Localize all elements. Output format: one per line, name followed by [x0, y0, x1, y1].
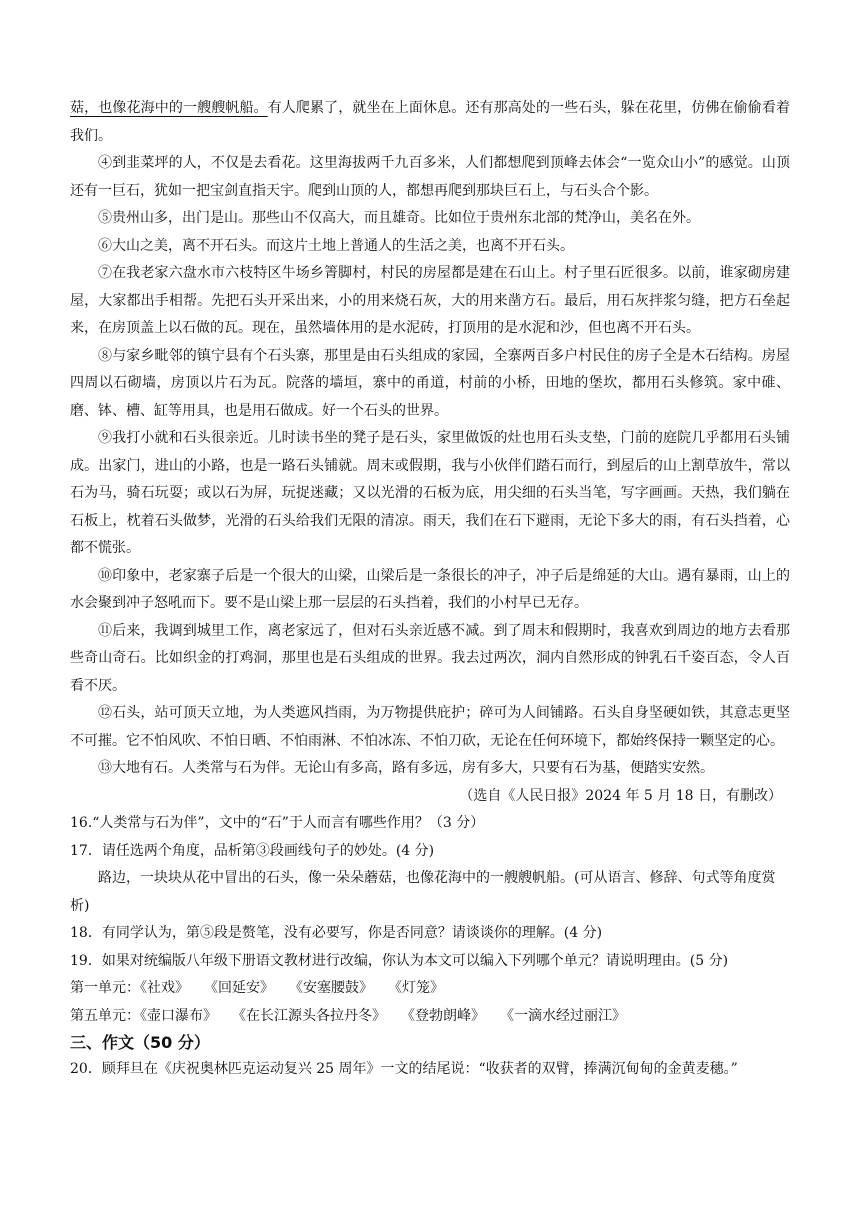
- question-19: 19．如果对统编版八年级下册语文教材进行改编，你认为本文可以编入下列哪个单元？请说明理由。(5 分): [70, 952, 729, 969]
- paragraph-7: ⑦在我老家六盘水市六枝特区牛场乡箐脚村，村民的房屋都是建在石山上。村子里石匠很多。以前，谁家砌房建屋，大家都出手相帮。先把石头开采出来，小的用来烧石灰，大的用来凿方石。最后，用石灰拌浆匀缝，把方石垒起来，在房顶盖上以石做的瓦。现在，虽然墙体用的是水泥砖，打顶用的是水泥和沙，但也离不开石头。: [70, 265, 790, 336]
- underlined-sentence: 菇，也像花海中的一艘艘帆船。: [70, 100, 268, 116]
- paragraph-13: ⑬大地有石。人类常与石为伴。无论山有多高，路有多远，房有多大，只要有石为基，便踏实安然。: [98, 760, 714, 776]
- paragraph-11: ⑪后来，我调到城里工作，离老家远了，但对石头亲近感不减。到了周末和假期时，我喜欢到周边的地方去看那些奇山奇石。比如织金的打鸡洞，那里也是石头组成的世界。我去过两次，洞内自然形成的钟乳石千姿百态，令人百看不厌。: [70, 622, 790, 694]
- unit-5-title: 《壶口瀑布》: [140, 1007, 217, 1024]
- unit-5-title: 《一滴水经过丽江》: [507, 1007, 626, 1024]
- unit-5-title: 《登勃朗峰》: [408, 1007, 485, 1024]
- unit-1-label: 第一单元：: [70, 980, 140, 996]
- question-17-quote: 路边，一块块从花中冒出的石头，像一朵朵蘑菇，也像花海中的一艘艘帆船。(可从语言、修辞、句式等角度赏析): [70, 870, 776, 914]
- paragraph-9: ⑨我打小就和石头很亲近。儿时读书坐的凳子是石头，家里做饭的灶也用石头支垫，门前的庭院几乎都用石头铺成。出家门，进山的小路，也是一路石头铺就。周末或假期，我与小伙伴们踏石而行，到屋后的山上割草放牛，常以石为马，骑石玩耍；或以石为屏，玩捉迷藏；又以光滑的石板为底，用尖细的石头当笔，写字画画。天热，我们躺在石板上，枕着石头做梦，光滑的石头给我们无限的清凉。雨天，我们在石下避雨，无论下多大的雨，有石头挡着，心都不慌张。: [70, 430, 790, 556]
- question-18: 18．有同学认为，第⑤段是赘笔，没有必要写，你是否同意？请谈谈你的理解。(4 分): [70, 925, 603, 941]
- paragraph-8: ⑧与家乡毗邻的镇宁县有个石头寨，那里是由石头组成的家园，全寨两百多户村民住的房子全是木石结构。房屋四周以石砌墙，房顶以片石为瓦。院落的墙垣，寨中的甬道，村前的小桥，田地的堡坎，都用石头修筑。家中碓、磨、钵、槽、缸等用具，也是用石做成。好一个石头的世界。: [70, 347, 790, 419]
- unit-1-title: 《回延安》: [211, 980, 274, 996]
- paragraph-6: ⑥大山之美，离不开石头。而这片土地上普通人的生活之美，也离不开石头。: [98, 237, 574, 254]
- unit-5-title: 《在长江源头各拉丹冬》: [239, 1007, 386, 1024]
- unit-5-list: [70, 1003, 790, 1031]
- paragraph-5: ⑤贵州山多，出门是山。那些山不仅高大，而且雄奇。比如位于贵州东北部的梵净山，美名在外。: [98, 210, 700, 226]
- unit-5-label: 第五单元：: [70, 1007, 140, 1024]
- question-16: 16.“人类常与石为伴”，文中的“石”于人而言有哪些作用？（3 分）: [70, 815, 485, 831]
- paragraph-4: ④到韭菜坪的人，不仅是去看花。这里海拔两千九百多米，人们都想爬到顶峰去体会“一览众山小”的感觉。山顶还有一巨石，犹如一把宝剑直指天宇。爬到山顶的人，都想再爬到那块巨石上，与石头合个影。: [70, 155, 790, 199]
- paragraph-text: 有人爬累了，就坐在上面休息。还有那高处的一些石头，躲在花里，仿佛在偷偷看着我们。: [70, 100, 791, 144]
- paragraph-12: ⑫石头，站可顶天立地，为人类遮风挡雨，为万物提供庇护；碎可为人间铺路。石头自身坚硬如铁，其意志更坚不可摧。它不怕风吹、不怕日晒、不怕雨淋、不怕冰冻、不怕刀砍，无论在任何环境下，都始终保持一颗坚定的心。: [70, 705, 790, 749]
- question-20: 20．顾拜旦在《庆祝奥林匹克运动复兴 25 周年》一文的结尾说：“收获者的双臂，捧满沉甸甸的金黄麦穗。”: [70, 1061, 738, 1077]
- article-source: （选自《人民日报》2024 年 5 月 18 日，有删改）: [459, 787, 782, 804]
- paragraph-10: ⑩印象中，老家寨子后是一个很大的山梁，山梁后是一条很长的冲子，冲子后是绵延的大山。遇有暴雨，山上的水会聚到冲子怒吼而下。要不是山梁上那一层层的石头挡着，我们的小村早已无存。: [70, 567, 790, 611]
- unit-1-title: 《社戏》: [140, 980, 189, 996]
- paragraph-3-continued: [70, 95, 790, 150]
- question-17: 17．请任选两个角度，品析第③段画线句子的妙处。(4 分): [70, 842, 435, 859]
- unit-1-title: 《安塞腰鼓》: [296, 980, 373, 996]
- section-heading-composition: 三、作文（50 分）: [70, 1033, 210, 1052]
- unit-1-title: 《灯笼》: [395, 980, 444, 996]
- unit-1-list: [70, 975, 790, 1003]
